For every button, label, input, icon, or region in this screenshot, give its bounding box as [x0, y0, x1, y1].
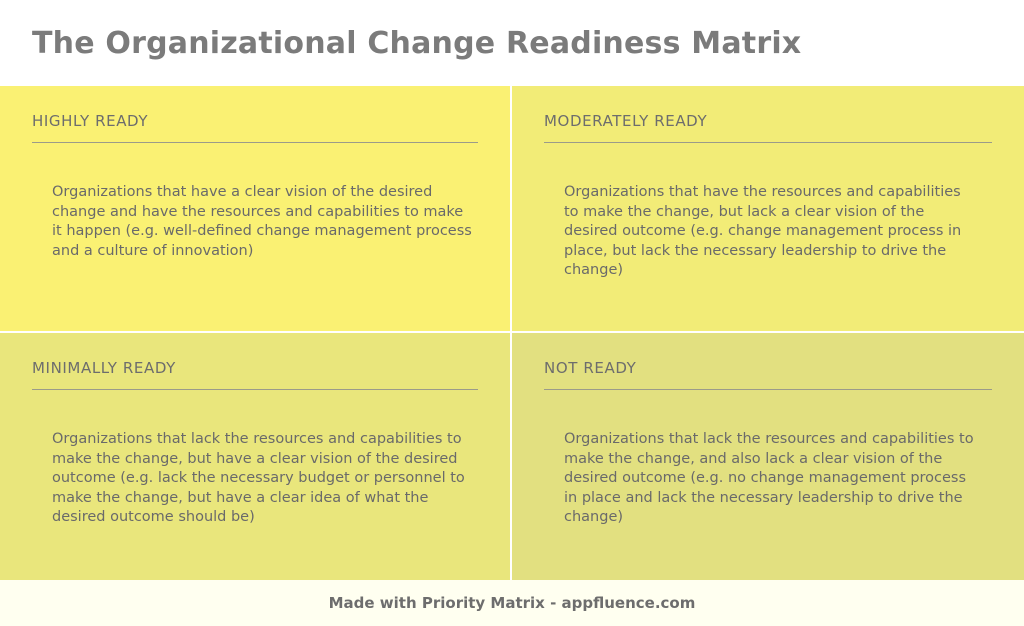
footer-credit[interactable]: Made with Priority Matrix - appfluence.com — [328, 594, 696, 612]
title-bar — [0, 0, 1024, 86]
quadrant-minimally-ready[interactable] — [0, 333, 512, 580]
quadrant-description-not-ready: Organizations that lack the resources and capabilities to make the change, and also lack a clear vision of the desired outcome (e.g. no change management process in place and lack the necessary leadership to drive the change) — [564, 431, 974, 526]
quadrant-moderately-ready[interactable] — [512, 86, 1024, 333]
quadrant-title-moderately-ready: MODERATELY READY — [544, 112, 992, 143]
quadrant-title-highly-ready: HIGHLY READY — [32, 112, 478, 143]
quadrant-description-highly-ready: Organizations that have a clear vision of the desired change and have the resources and capabilities to make it happen (e.g. well-defined change management process and a culture of innovation) — [52, 184, 472, 259]
quadrant-title-minimally-ready: MINIMALLY READY — [32, 359, 478, 390]
page-title: The Organizational Change Readiness Matrix — [32, 25, 802, 61]
footer — [0, 580, 1024, 626]
quadrant-description-minimally-ready: Organizations that lack the resources and capabilities to make the change, but have a clear vision of the desired outcome (e.g. lack the necessary budget or personnel to make the change, but have a clear idea of what the desired outcome should be) — [52, 431, 465, 526]
quadrant-not-ready[interactable] — [512, 333, 1024, 580]
quadrant-description-moderately-ready: Organizations that have the resources and capabilities to make the change, but lack a clear vision of the desired outcome (e.g. change management process in place, but lack the necessary leadership to drive the change) — [564, 184, 962, 279]
quadrant-highly-ready[interactable] — [0, 86, 512, 333]
quadrant-title-not-ready: NOT READY — [544, 359, 992, 390]
readiness-matrix — [0, 86, 1024, 580]
